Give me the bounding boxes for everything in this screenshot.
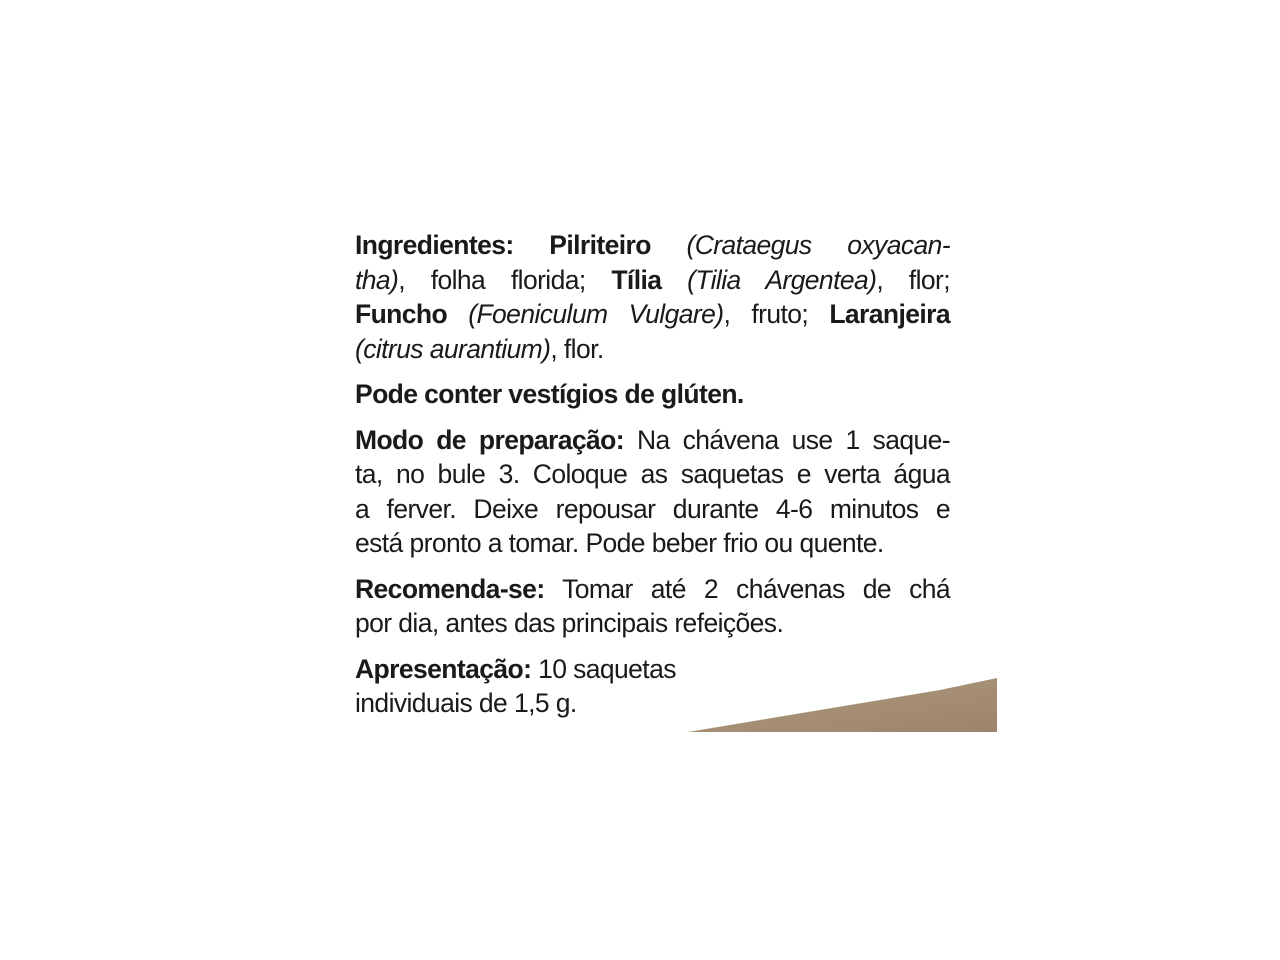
ingredients-line-1: Ingredientes: Pilriteiro (Crataegus oxyacan-: [355, 230, 950, 260]
allergen-warning: Pode conter vestígios de glúten.: [355, 379, 744, 409]
ingredients-label: Ingredientes:: [355, 230, 514, 260]
ingredients-line-4: (citrus aurantium), flor.: [355, 333, 604, 364]
ingredients-line-3: Funcho (Foeniculum Vulgare), fruto; Laranjeira: [355, 299, 951, 329]
recommendation-label: Recomenda-se:: [355, 573, 545, 604]
product-label-text: [355, 228, 950, 732]
presentation-paragraph: [355, 652, 950, 721]
allergen-paragraph: [355, 377, 950, 412]
preparation-label: Modo de preparação:: [355, 424, 624, 455]
recommendation-line-1: Recomenda-se: Tomar até 2 chávenas de chá: [355, 573, 950, 604]
preparation-paragraph: [355, 423, 950, 561]
presentation-line-2: individuais de 1,5 g.: [355, 688, 577, 718]
preparation-line-2: ta, no bule 3. Coloque as saquetas e verta água: [355, 459, 950, 489]
recommendation-line-2: por dia, antes das principais refeições.: [355, 608, 784, 638]
preparation-line-1: Modo de preparação: Na chávena use 1 saque-: [355, 424, 950, 455]
recommendation-paragraph: [355, 572, 950, 641]
presentation-line-1: Apresentação: 10 saquetas: [355, 653, 676, 684]
ingredients-line-2: tha), folha florida; Tília (Tilia Argentea), flor;: [355, 264, 950, 295]
ingredients-paragraph: [355, 228, 950, 366]
preparation-line-3: a ferver. Deixe repousar durante 4-6 minutos e: [355, 493, 950, 524]
preparation-line-4: está pronto a tomar. Pode beber frio ou quente.: [355, 528, 884, 558]
presentation-label: Apresentação:: [355, 653, 532, 684]
